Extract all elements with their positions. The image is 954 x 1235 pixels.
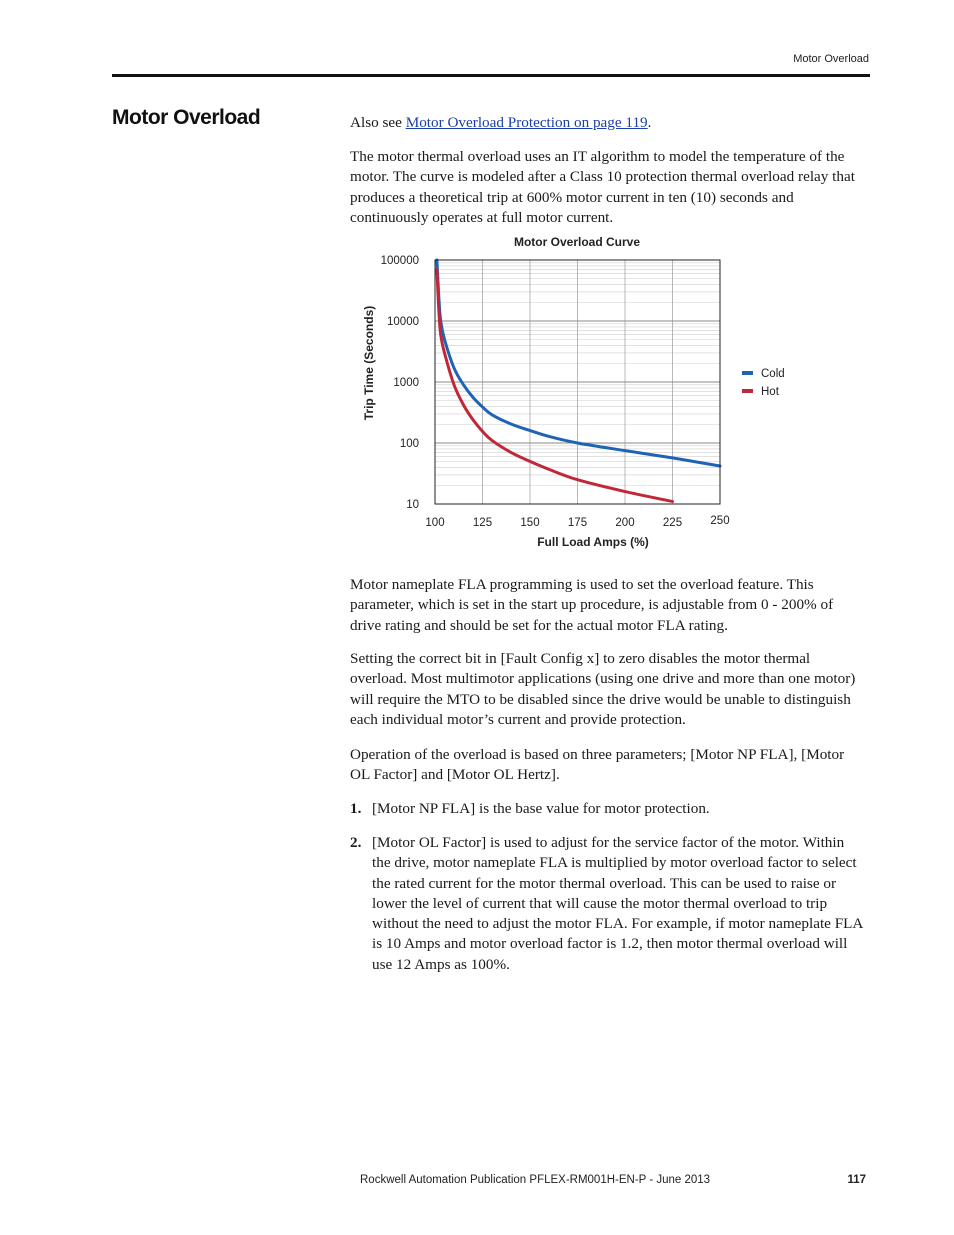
footer-publication: Rockwell Automation Publication PFLEX-RM001H-EN-P - June 2013 <box>360 1174 711 1186</box>
y-tick-label: 100 <box>399 438 419 450</box>
y-tick-label: 10 <box>406 499 419 511</box>
chart-svg <box>355 230 795 560</box>
x-tick-labels <box>425 515 729 529</box>
page-number: 117 <box>847 1174 866 1186</box>
list-item-number: 1. <box>350 800 362 817</box>
fla-paragraph <box>350 575 865 636</box>
list-item <box>350 833 865 975</box>
series-line-hot <box>437 269 673 501</box>
x-tick-label: 200 <box>615 517 635 529</box>
y-tick-label: 10000 <box>387 316 419 328</box>
fla-text: Motor nameplate FLA programming is used to set the overload feature. This parameter, which is set in the start up procedure, is adjustable from 0 - 200% of drive rating and should be set for the actual motor FLA rating. <box>350 576 834 634</box>
chart-series <box>437 260 720 501</box>
see-also-suffix: . <box>647 114 652 131</box>
fault-config-paragraph <box>350 649 865 730</box>
list-item-number: 2. <box>350 834 362 851</box>
x-tick-label: 225 <box>662 517 683 529</box>
motor-overload-chart <box>355 230 795 560</box>
series-line-cold <box>437 260 720 466</box>
legend-label-cold: Cold <box>761 368 785 380</box>
see-also-paragraph <box>350 113 865 133</box>
chart-grid <box>435 260 720 504</box>
chart-title: Motor Overload Curve <box>513 235 641 249</box>
y-tick-label: 1000 <box>393 377 419 389</box>
legend-label-hot: Hot <box>761 386 779 398</box>
intro-text: The motor thermal overload uses an IT algorithm to model the temperature of the motor. The curve is modeled after a Class 10 protection thermal overload relay that produces a theoretical trip at 600% motor current in ten (10) seconds and continuously operates at full motor current. <box>350 148 855 226</box>
x-tick-label: 125 <box>472 517 493 529</box>
list-item-text: [Motor NP FLA] is the base value for motor protection. <box>372 800 710 817</box>
y-tick-labels <box>381 255 419 511</box>
x-tick-label: 150 <box>520 517 540 529</box>
see-also-prefix: Also see <box>350 114 406 131</box>
list-item <box>350 799 865 819</box>
x-axis-label: Full Load Amps (%) <box>537 535 649 549</box>
y-tick-label: 100000 <box>380 255 419 267</box>
section-title: Motor Overload <box>112 106 261 129</box>
y-axis-label: Trip Time (Seconds) <box>362 305 376 421</box>
x-tick-label: 250 <box>710 515 730 527</box>
list-item-text: [Motor OL Factor] is used to adjust for the service factor of the motor. Within the drive, motor nameplate FLA is multiplied by motor overload factor to select the rated current for the motor thermal overload. This can be used to raise or lower the level of current that will cause the motor thermal overload to trip without the need to adjust the motor FLA. For example, if motor nameplate FLA is 10 Amps and motor overload factor is 1.2, then motor thermal overload will use 12 Amps as 100%. <box>372 834 863 973</box>
parameters-paragraph <box>350 745 865 786</box>
header-rule <box>112 74 870 77</box>
intro-paragraph <box>350 147 865 228</box>
x-tick-label: 100 <box>425 517 445 529</box>
see-also-link[interactable]: Motor Overload Protection on page 119 <box>405 114 648 131</box>
running-header: Motor Overload <box>793 53 869 65</box>
x-tick-label: 175 <box>567 517 588 529</box>
parameters-text: Operation of the overload is based on three parameters; [Motor NP FLA], [Motor OL Factor] and [Motor OL Hertz]. <box>350 746 845 784</box>
fault-config-text: Setting the correct bit in [Fault Config x] to zero disables the motor thermal overload. Most multimotor applications (using one drive and more than one motor) will require the MTO to be disabled since the drive would be unable to distinguish each individual motor’s current and provide protection. <box>350 650 856 728</box>
chart-legend <box>742 368 785 398</box>
